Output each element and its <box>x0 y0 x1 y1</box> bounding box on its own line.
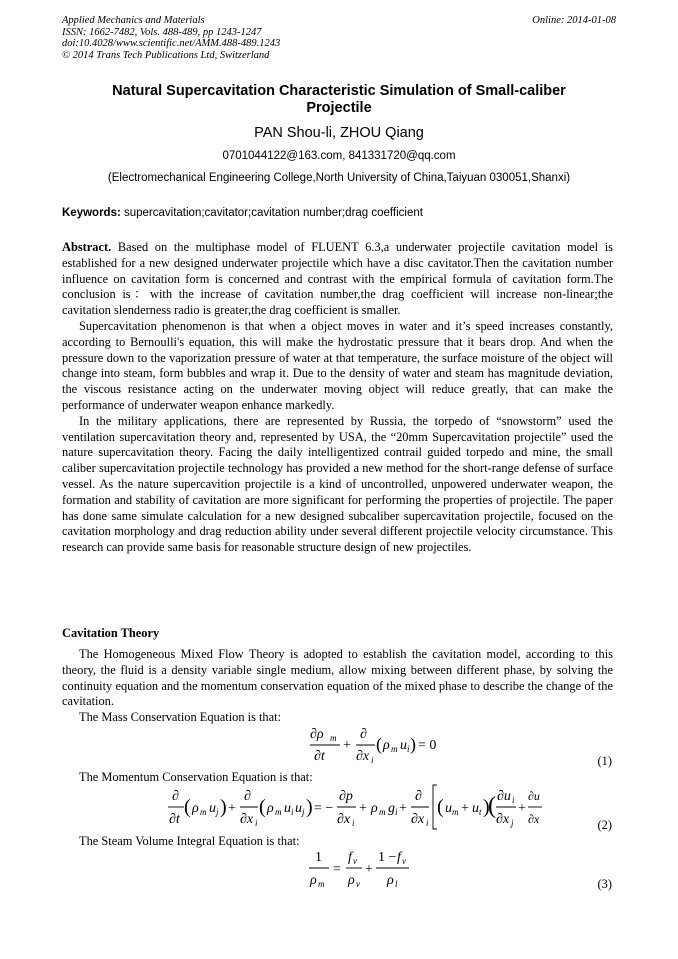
svg-text:m: m <box>391 744 398 754</box>
svg-text:+: + <box>399 801 407 816</box>
svg-text:+: + <box>518 801 526 816</box>
svg-text:i: i <box>407 744 410 754</box>
svg-text:+: + <box>343 738 351 753</box>
svg-text:i: i <box>512 795 515 805</box>
svg-text:i: i <box>255 818 258 828</box>
svg-text:∂u: ∂u <box>497 789 511 804</box>
svg-text:∂p: ∂p <box>339 789 353 804</box>
svg-text:(: ( <box>488 793 496 819</box>
abstract <box>62 240 613 319</box>
eq2-number: (2) <box>597 818 612 832</box>
svg-text:g: g <box>388 801 395 816</box>
paper-title <box>62 83 616 117</box>
svg-text:f: f <box>397 850 401 865</box>
svg-text:∂x: ∂x <box>337 812 351 827</box>
svg-text:∂t: ∂t <box>314 749 325 764</box>
intro-paragraph-2: In the military applications, there are represented by Russia, the torpedo of “snowstorm” used the ventilation supercavitation theory and, represented by USA, the “20mm Supercavitation projectile” used the nature supercavitation theory. Facing the daily intelligentized contrail guided torpedo and mine, the small caliber supercavitation projectile technology has provided a new method for the short-range defense of surface vessel. As the nature supercavition projectile is a kind of uncontrolled, unpowered underwater weapon, the formation and stability of cavitation are more significant for performing the properties of projectile. The paper has done same simulate calculation for a new designed subcaliber supercavitation projectile, focused on the cavitation morphology and drag reduction ability under several different projectile velocity circumstance. This research can provide same basis for reasonable structure design of new projectiles. <box>62 413 613 555</box>
svg-text:m: m <box>379 807 386 817</box>
svg-text:i: i <box>291 807 294 817</box>
eq3-number: (3) <box>597 877 612 891</box>
abstract-and-intro <box>62 240 613 556</box>
svg-text:m: m <box>330 733 337 743</box>
keywords-label: Keywords: <box>62 207 121 219</box>
section-heading: Cavitation Theory <box>62 626 160 640</box>
svg-text:ρ: ρ <box>267 801 274 816</box>
svg-text:∂: ∂ <box>172 789 179 804</box>
svg-text:): ) <box>306 796 313 818</box>
svg-text:): ) <box>410 734 416 754</box>
svg-text:+: + <box>228 801 236 816</box>
author-emails: 0701044122@163.com, 841331720@qq.com <box>222 150 456 162</box>
svg-text:): ) <box>483 796 490 818</box>
svg-text:m: m <box>318 879 325 889</box>
abstract-text: Based on the multiphase model of FLUENT 6.3,a underwater projectile cavitation model is established for a new designed underwater projectile which have a disc cavitator.Then the cavitation number influence on cavitation form is concerned and contrast with the empirical formula of cavitation form.The conclusion is：with the increase of cavitation number,the drag coefficient will increase non-linear;the cavitation slenderness radio is greater,the drag coefficient is smaller. <box>62 240 613 318</box>
online-date: Online: 2014-01-08 <box>532 15 616 26</box>
abstract-label: Abstract. <box>62 240 112 254</box>
svg-text:ρ: ρ <box>192 801 199 816</box>
svg-text:∂x: ∂x <box>356 749 370 764</box>
svg-text:u: u <box>284 801 291 816</box>
svg-text:u: u <box>295 801 302 816</box>
svg-text:∂u: ∂u <box>528 789 540 803</box>
svg-text:u: u <box>445 801 452 816</box>
eq1-label: The Mass Conservation Equation is that: <box>79 710 282 724</box>
svg-text:i: i <box>371 755 374 765</box>
svg-text:v: v <box>356 879 360 889</box>
svg-text:ρ: ρ <box>383 738 390 753</box>
steam-volume-equation <box>305 846 415 890</box>
svg-text:): ) <box>220 796 227 818</box>
svg-text:u: u <box>472 801 479 816</box>
svg-text:∂ρ: ∂ρ <box>310 727 324 742</box>
svg-text:∂: ∂ <box>360 727 367 742</box>
svg-text:(: ( <box>184 796 191 818</box>
theory-text: The Homogeneous Mixed Flow Theory is adopted to establish the cavitation model, according to this theory, the fluid is a density variable single medium, allow mixing between different phase, by solving the continuity equation and the momentum conservation equation of the mixed phase to describe the change of the cavitation. <box>62 647 613 709</box>
title-line-1: Natural Supercavitation Characteristic Simulation of Small-caliber <box>112 83 566 99</box>
momentum-conservation-equation <box>166 782 546 832</box>
svg-text:1: 1 <box>315 850 322 865</box>
doi: doi:10.4028/www.scientific.net/AMM.488-489.1243 <box>62 38 281 49</box>
svg-text:∂x: ∂x <box>496 812 510 827</box>
svg-text:j: j <box>511 818 514 828</box>
eq3-label: The Steam Volume Integral Equation is that: <box>79 834 300 848</box>
svg-text:v: v <box>402 856 406 866</box>
keywords <box>62 207 616 219</box>
svg-text:1 −: 1 − <box>378 850 397 865</box>
eq1-number: (1) <box>597 754 612 768</box>
svg-text:m: m <box>200 807 207 817</box>
svg-text:∂: ∂ <box>415 789 422 804</box>
mass-conservation-equation <box>308 722 448 766</box>
svg-text:m: m <box>452 807 459 817</box>
svg-text:+: + <box>359 801 367 816</box>
svg-text:∂x: ∂x <box>528 812 540 826</box>
journal-header <box>62 15 280 61</box>
svg-text:i: i <box>426 818 429 828</box>
svg-text:ρ: ρ <box>387 873 394 888</box>
svg-text:i: i <box>395 807 398 817</box>
intro-paragraph-1: Supercavitation phenomenon is that when a object moves in water and it’s speed increases constantly, according to Bernoulli's equation, this will make the hydrostatic pressure that it bears drop. And when the pressure down to the vaporization pressure of water at that temperature, the surface moisture of the object will change into steam, form bubbles and wrap it. Due to the density of water and steam has magnitude deviation, the viscous resistance acting on the underwater moving object will reduce greatly, that can make the performance of underwater weapon enhance markedly. <box>62 318 613 412</box>
svg-text:∂t: ∂t <box>169 812 180 827</box>
copyright: © 2014 Trans Tech Publications Ltd, Switzerland <box>62 49 270 61</box>
svg-text:=: = <box>333 862 341 877</box>
svg-text:+: + <box>461 801 469 816</box>
svg-text:(: ( <box>376 734 382 754</box>
svg-text:j: j <box>216 807 219 817</box>
svg-text:m: m <box>275 807 282 817</box>
svg-text:∂: ∂ <box>244 789 251 804</box>
title-line-2: Projectile <box>306 100 372 116</box>
svg-text:ρ: ρ <box>310 873 317 888</box>
keywords-text: supercavitation;cavitator;cavitation number;drag coefficient <box>124 207 423 219</box>
svg-text:t: t <box>479 807 482 817</box>
svg-text:f: f <box>348 850 352 865</box>
affiliation: (Electromechanical Engineering College,North University of China,Taiyuan 030051,Shanxi) <box>107 172 571 184</box>
svg-text:= 0: = 0 <box>418 738 437 753</box>
authors: PAN Shou-li, ZHOU Qiang <box>254 125 424 141</box>
svg-text:∂x: ∂x <box>411 812 425 827</box>
svg-text:l: l <box>395 879 398 889</box>
svg-text:u: u <box>209 801 216 816</box>
issn: ISSN: 1662-7482, Vols. 488-489, pp 1243-1247 <box>62 26 262 38</box>
svg-text:i: i <box>352 818 355 828</box>
theory-paragraph <box>62 647 613 710</box>
svg-text:+: + <box>365 862 373 877</box>
svg-text:u: u <box>400 738 407 753</box>
svg-text:j: j <box>302 807 305 817</box>
svg-text:ρ: ρ <box>348 873 355 888</box>
eq2-label: The Momentum Conservation Equation is that: <box>79 770 313 784</box>
svg-text:(: ( <box>259 796 266 818</box>
journal-name: Applied Mechanics and Materials <box>62 15 205 26</box>
svg-text:= −: = − <box>314 801 334 816</box>
svg-text:v: v <box>353 856 357 866</box>
svg-text:(: ( <box>437 796 444 818</box>
svg-text:∂x: ∂x <box>240 812 254 827</box>
svg-text:ρ: ρ <box>371 801 378 816</box>
